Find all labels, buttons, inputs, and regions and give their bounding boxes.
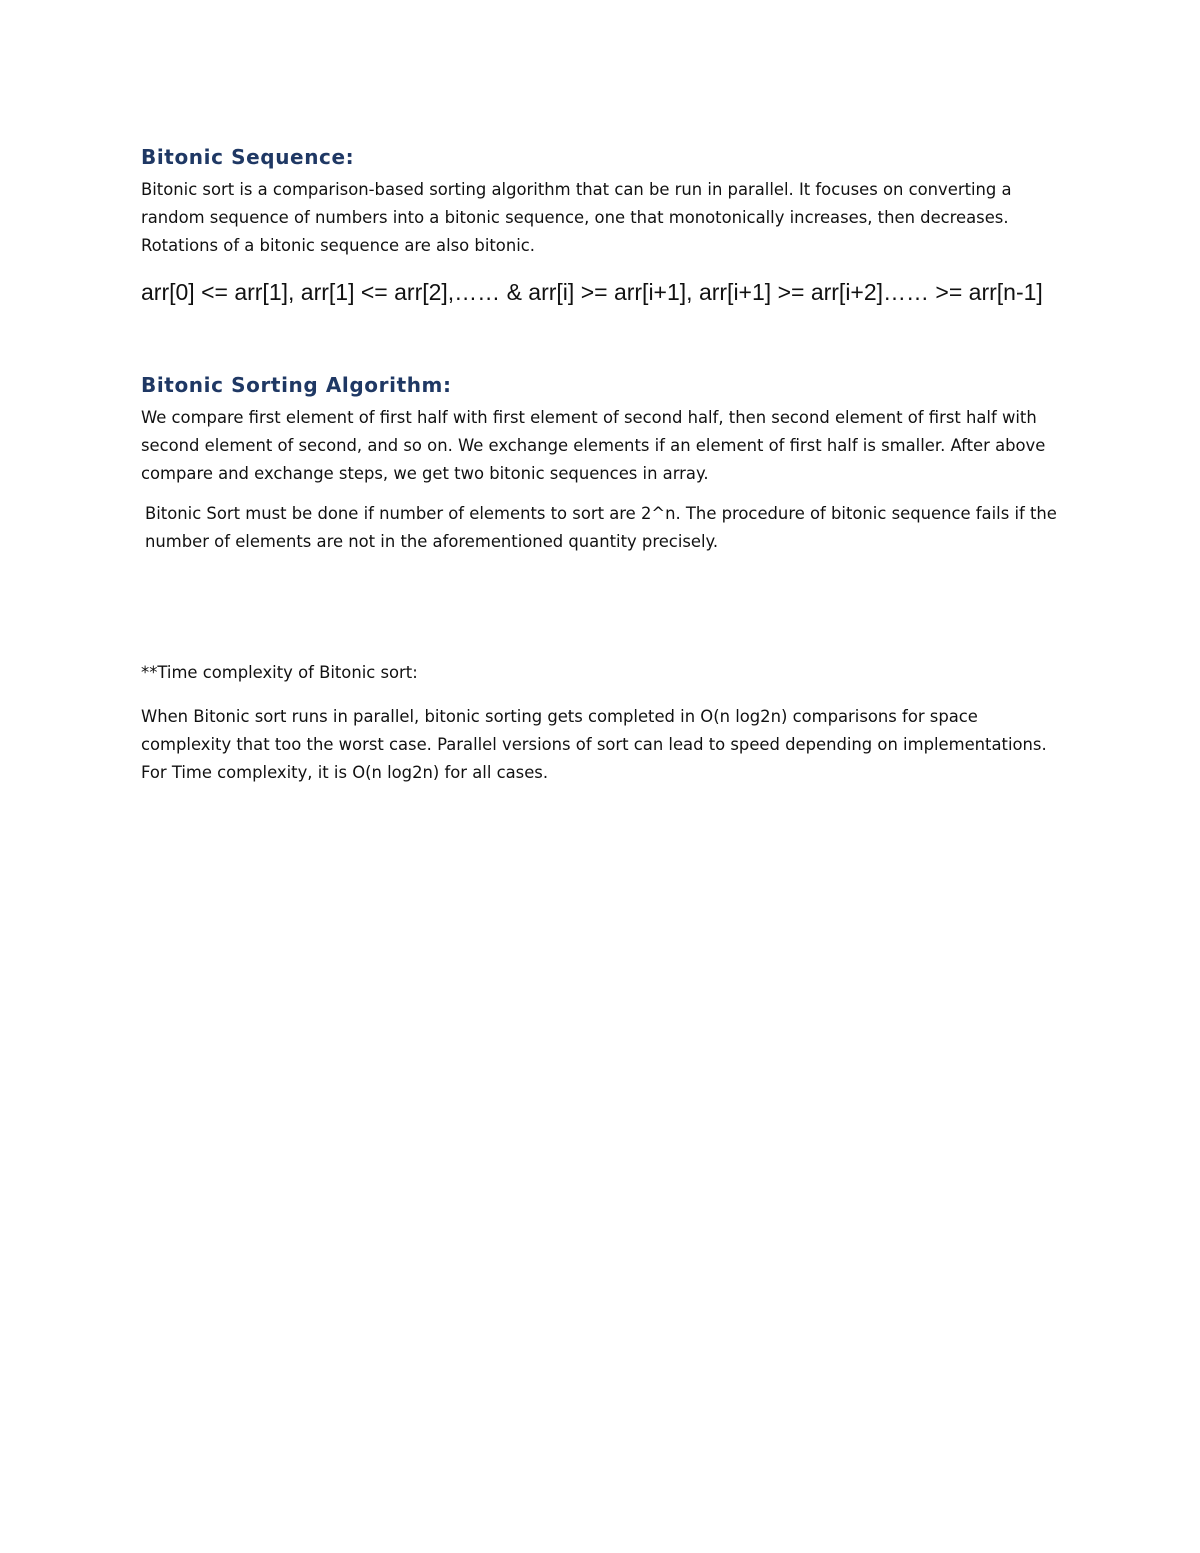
bitonic-sequence-heading: Bitonic Sequence: [141, 145, 355, 169]
time-complexity-title: **Time complexity of Bitonic sort: [141, 663, 418, 682]
document-body [141, 142, 1061, 787]
bitonic-sequence-paragraph: Bitonic sort is a comparison-based sorting algorithm that can be run in parallel. It focuses on converting a random sequence of numbers into a bitonic sequence, one that monotonically increases, then decreases. Rotations of a bitonic sequence are also bitonic. [141, 180, 1012, 255]
algorithm-description-paragraph: We compare first element of first half with first element of second half, then second element of first half with second element of second, and so on. We exchange elements if an element of first half is smaller. After above compare and exchange steps, we get two bitonic sequences in array. [141, 408, 1046, 483]
bitonic-condition-formula: arr[0] <= arr[1], arr[1] <= arr[2],…… & arr[i] >= arr[i+1], arr[i+1] >= arr[i+2]…… >= arr[n-1] [141, 279, 1043, 305]
power-of-two-requirement-paragraph: Bitonic Sort must be done if number of elements to sort are 2^n. The procedure of bitonic sequence fails if the number of elements are not in the aforementioned quantity precisely. [145, 504, 1057, 551]
bitonic-sorting-algorithm-heading: Bitonic Sorting Algorithm: [141, 373, 452, 397]
time-complexity-paragraph: When Bitonic sort runs in parallel, bitonic sorting gets completed in O(n log2n) comparisons for space complexity that too the worst case. Parallel versions of sort can lead to speed depending on implementations. For Time complexity, it is O(n log2n) for all cases. [141, 707, 1047, 782]
